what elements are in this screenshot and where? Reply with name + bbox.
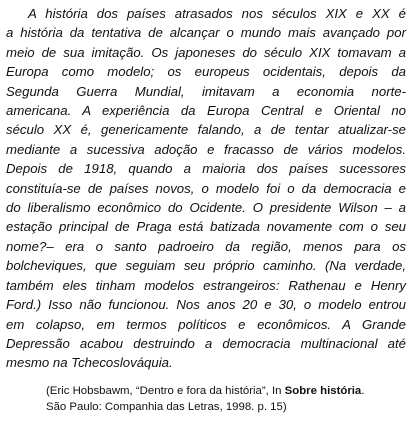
- citation-prefix: (Eric Hobsbawm, “Dentro e fora da história”, In: [46, 385, 285, 397]
- passage-line: constituía-se de países novos, o modelo foi o da democracia e: [6, 180, 406, 196]
- citation-line-1: [46, 383, 406, 399]
- passage-line: século XX é, genericamente falando, a de tentar atualizar-se: [6, 122, 406, 138]
- passage-line: a história da tentativa de alcançar o mundo mais avançado por: [6, 25, 406, 41]
- citation-line-2: [46, 399, 406, 415]
- passage-line: Segunda Guerra Mundial, imitavam a economia norte-: [6, 83, 406, 99]
- passage-line: do liberalismo econômico do Ocidente. O presidente Wilson – a: [6, 200, 406, 216]
- passage-line: em colapso, em termos políticos e econômicos. A Grande: [6, 316, 406, 332]
- passage-line: mediante a sucessiva adoção e fracasso de vários modelos.: [6, 141, 406, 157]
- citation-suffix: .: [361, 385, 365, 397]
- passage-line: mesmo na Tchecoslováquia.: [6, 355, 173, 371]
- passage-line: Ford.) Isso não funcionou. Nos anos 20 e 30, o modelo entrou: [6, 297, 406, 313]
- passage-line: americana. A experiência da Europa Central e Oriental no: [6, 103, 406, 119]
- passage-line: Depois de 1918, quando a maioria dos países sucessores: [6, 161, 406, 177]
- passage-line: estação principal de Praga está batizada novamente com o seu: [6, 219, 406, 235]
- passage-line: também eles tinham modelos estrangeiros: Rathenau e Henry: [6, 277, 406, 293]
- passage-line: meio de sua imitação. Os japoneses do século XIX tomavam a: [6, 44, 406, 60]
- passage-line: bolcheviques, que seguiam seu próprio caminho. (Na verdade,: [6, 258, 406, 274]
- citation: [46, 383, 406, 415]
- passage-line: A história dos países atrasados nos séculos XIX e XX é: [28, 6, 406, 21]
- passage-line: Depressão acabou destruindo a democracia multinacional até: [6, 335, 406, 351]
- citation-publisher: São Paulo: Companhia das Letras, 1998. p. 15): [46, 401, 287, 413]
- citation-book-title: Sobre história: [284, 385, 362, 397]
- passage-line: nome?– era o santo padroeiro da região, menos para os: [6, 238, 406, 254]
- passage-text: [6, 4, 406, 373]
- passage-line: Europa como modelo; os europeus ocidentais, depois da: [6, 64, 406, 80]
